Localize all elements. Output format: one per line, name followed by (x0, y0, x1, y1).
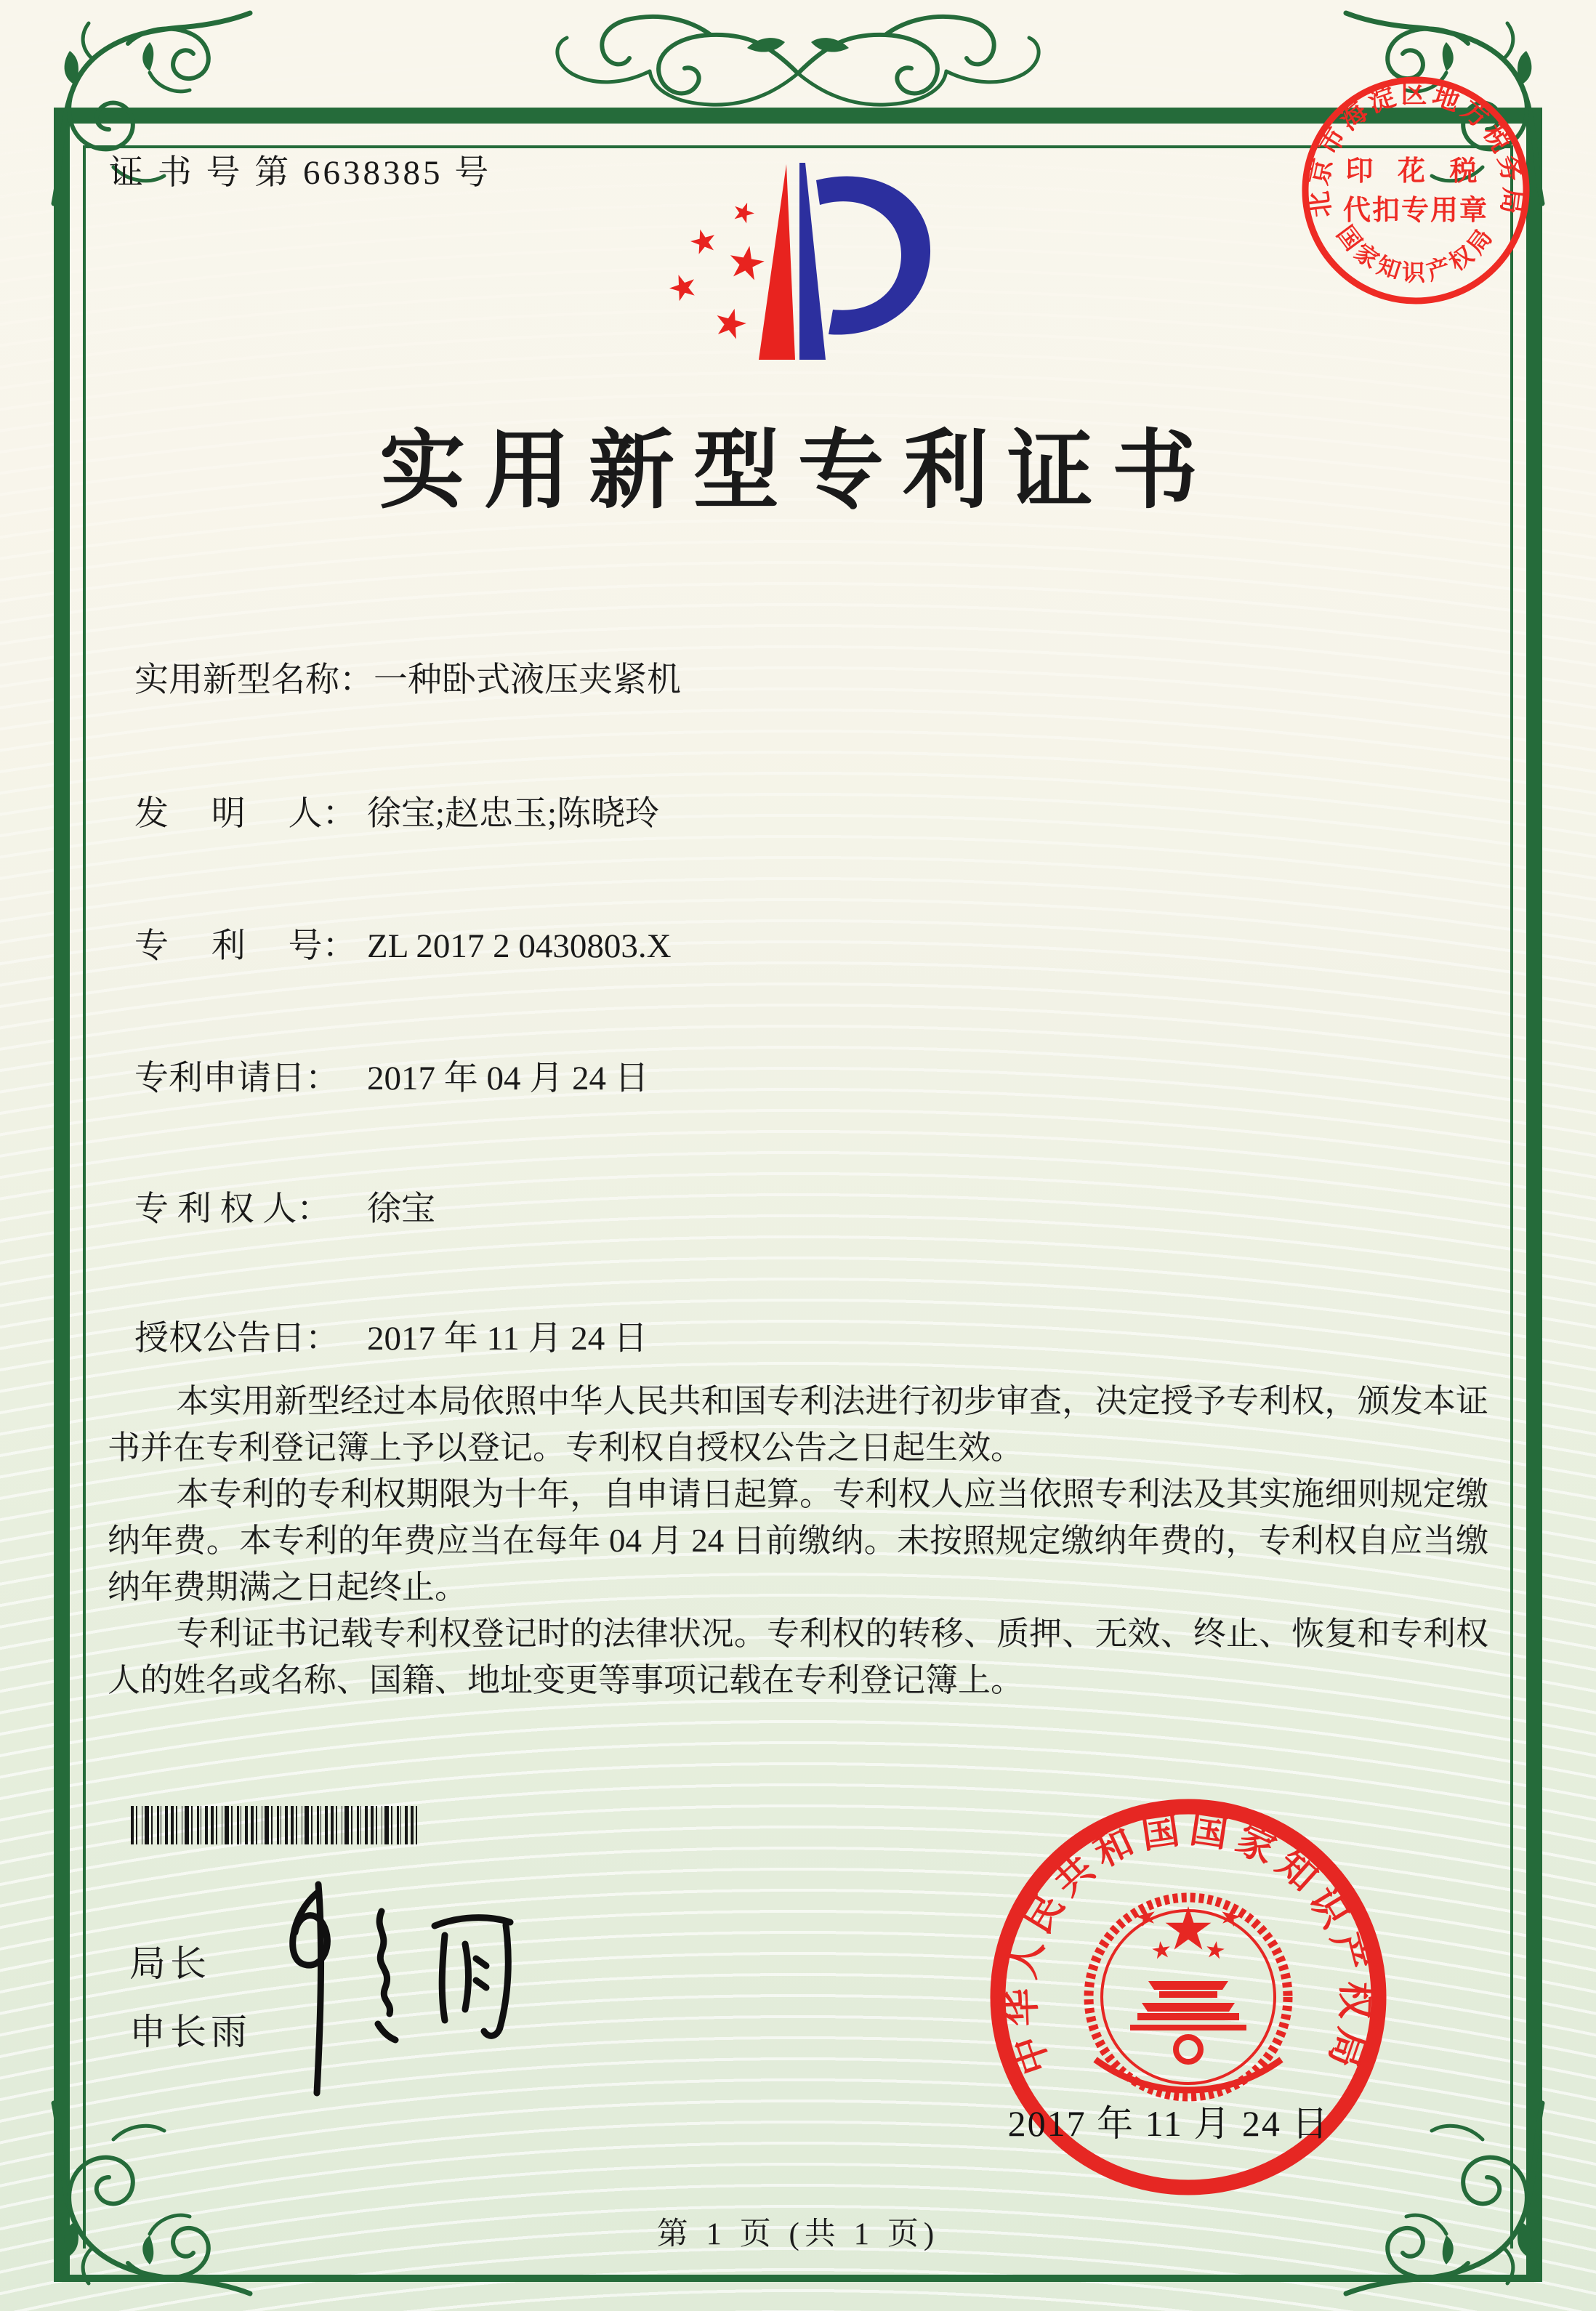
signature-script-icon (247, 1871, 523, 2111)
tax-stamp-line2: 代扣专用章 (1342, 195, 1489, 226)
field-value: 徐宝;赵忠玉;陈晓玲 (367, 795, 660, 833)
seal-date: 2017 年 11 月 24 日 (1007, 2103, 1330, 2144)
field-label: 发 明 人： (134, 795, 357, 833)
tax-stamp-bottom-arc-text: 国家知识产权局 (1331, 220, 1500, 286)
legal-text-block (108, 1378, 1488, 1703)
field-inventors (134, 786, 659, 831)
barcode (131, 1806, 422, 1844)
top-border-ornament-icon (435, 4, 1161, 128)
corner-flourish-icon (41, 2081, 259, 2299)
field-patent-number (134, 919, 672, 964)
body-paragraph: 本专利的专利权期限为十年，自申请日起算。专利权人应当依照专利法及其实施细则规定缴纳年费。本专利的年费应当在每年 04 月 24 日前缴纳。未按照规定缴纳年费的，专利权自应当缴纳年费期满之日起终止。 (108, 1476, 1488, 1605)
national-emblem-icon (1089, 1897, 1288, 2097)
director-name-label: 申长雨 (129, 2012, 251, 2052)
field-label: 专 利 权 人： (134, 1190, 331, 1228)
tax-stamp-seal (1295, 70, 1537, 312)
field-filing-date (134, 1051, 649, 1096)
field-value: 一种卧式液压夹紧机 (374, 661, 681, 699)
director-title-label: 局长 (129, 1943, 211, 1984)
field-utility-model-name (134, 653, 681, 698)
field-value: 2017 年 04 月 24 日 (367, 1060, 649, 1097)
field-label: 专利申请日： (134, 1060, 339, 1097)
tax-stamp-top-arc-text: 北京市海淀区地方税务局 (1303, 79, 1528, 219)
field-grant-date (134, 1311, 648, 1356)
tax-stamp-line1: 印 花 税 (1345, 156, 1486, 187)
field-value: 2017 年 11 月 24 日 (367, 1320, 648, 1358)
body-paragraph: 本实用新型经过本局依照中华人民共和国专利法进行初步审查，决定授予专利权，颁发本证书并在专利登记簿上予以登记。专利权自授权公告之日起生效。 (108, 1383, 1488, 1466)
field-value: 徐宝 (367, 1190, 435, 1228)
page-footer: 第 1 页 (共 1 页) (656, 2217, 940, 2251)
cnipa-logo-icon (669, 144, 945, 369)
certificate-number: 证 书 号 第 6638385 号 (109, 154, 492, 192)
field-label: 实用新型名称： (134, 661, 374, 699)
field-value: ZL 2017 2 0430803.X (367, 927, 672, 965)
seal-arc-text: 中华人民共和国国家知识产权局 (1000, 1809, 1377, 2080)
body-paragraph: 专利证书记载专利权登记时的法律状况。专利权的转移、质押、无效、终止、恢复和专利权人的姓名或名称、国籍、地址变更等事项记载在专利登记簿上。 (108, 1616, 1488, 1698)
page-title: 实用新型专利证书 (379, 424, 1217, 519)
field-patentee (134, 1182, 435, 1227)
field-label: 授权公告日： (134, 1320, 339, 1358)
field-label: 专 利 号： (134, 927, 357, 965)
svg-text:国家知识产权局 (1332, 221, 1500, 286)
